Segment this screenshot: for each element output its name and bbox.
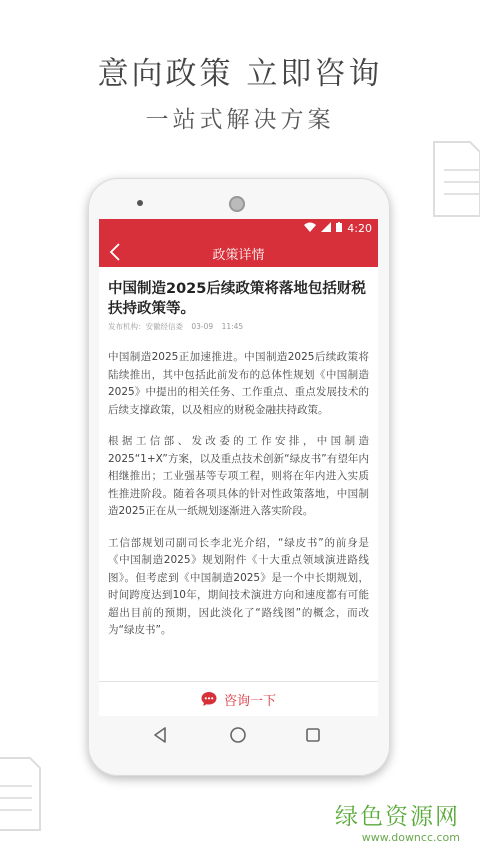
consult-button-label: 咨询一下 — [223, 693, 276, 709]
article-publisher: 发布机构：安徽经信委 — [108, 322, 183, 331]
article-meta — [108, 321, 369, 332]
promo-headline: 意向政策 立即咨询 — [97, 56, 383, 92]
phone-screen — [99, 219, 378, 716]
battery-icon — [336, 222, 342, 235]
consult-button[interactable] — [99, 681, 378, 716]
camera-icon — [137, 200, 143, 206]
watermark — [335, 798, 460, 844]
speaker-icon — [229, 196, 245, 212]
article-paragraph: 工信部规划司副司长李北光介绍，“绿皮书”的前身是《中国制造2025》规划附件《十大重点领域演进路线图》。但考虑到《中国制造2025》是一个中长期规划，时间跨度达到10年，期间技术演进方向和速度都有可能超出目前的预期，因此淡化了“路线图”的概念，而改为“绿皮书”。 — [108, 536, 369, 636]
article-date: 03-09 — [191, 322, 214, 331]
recents-square-icon[interactable] — [302, 724, 324, 746]
article-time: 11:45 — [221, 322, 244, 331]
app-bar — [99, 237, 378, 267]
navigation-bar — [120, 724, 356, 748]
wifi-icon — [304, 222, 316, 235]
back-triangle-icon[interactable] — [150, 724, 172, 746]
document-outline-icon — [0, 756, 42, 832]
watermark-main: 绿色资源网 — [335, 804, 460, 830]
document-outline-icon — [432, 140, 480, 218]
page-title: 政策详情 — [212, 248, 265, 263]
status-bar — [99, 219, 378, 237]
promo-subheadline: 一站式解决方案 — [145, 107, 335, 133]
article-paragraph: 根据工信部、发改委的工作安排，中国制造2025“1+X”方案，以及重点技术创新“绿皮书”有望年内相继推出；工业强基等专项工程，则将在年内进入实质性推进阶段。随着各项具体的针对性政策落地，中国制造2025正在从一纸规划逐渐进入落实阶段。 — [108, 435, 369, 517]
chat-bubble-icon — [201, 691, 217, 707]
signal-icon — [321, 222, 331, 235]
status-time: 4:20 — [347, 221, 372, 235]
article-paragraph: 中国制造2025正加速推进。中国制造2025后续政策将陆续推出，其中包括此前发布的总体性规划《中国制造2025》中提出的相关任务、工作重点、重点发展技术的后续支撑政策，以及相应的财税金融扶持政策。 — [108, 351, 369, 416]
article-title: 中国制造2025后续政策将落地包括财税扶持政策等。 — [108, 281, 366, 317]
article-content — [99, 267, 378, 640]
watermark-url: www.downcc.com — [361, 831, 460, 844]
home-circle-icon[interactable] — [227, 724, 249, 746]
